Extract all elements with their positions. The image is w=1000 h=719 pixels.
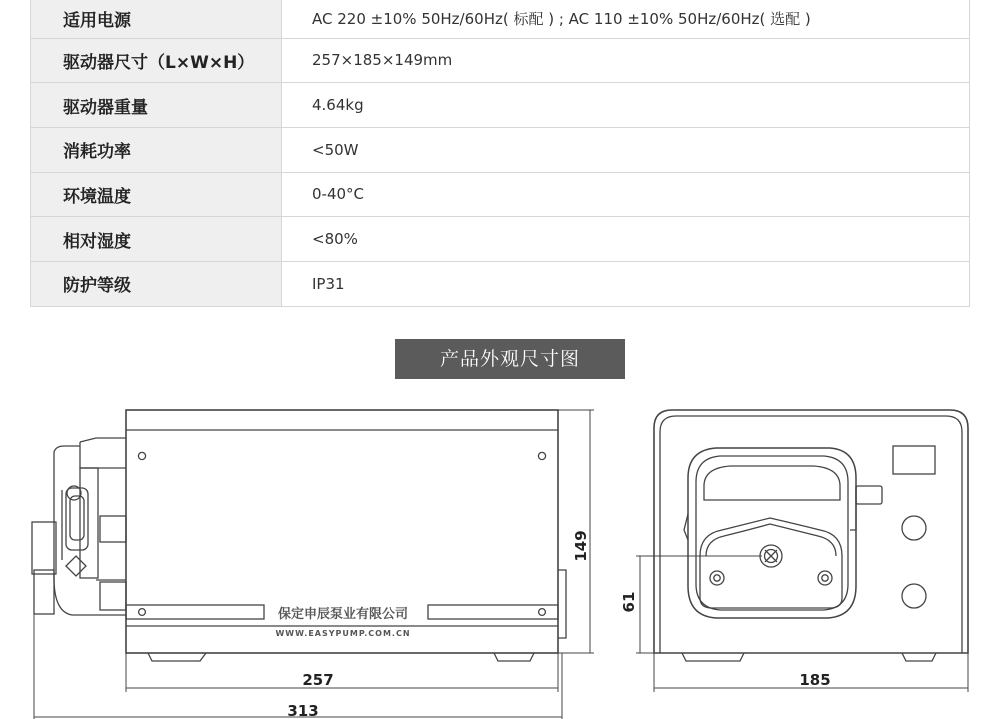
spec-value: <50W [282,127,970,172]
website-label: WWW.EASYPUMP.COM.CN [275,629,411,638]
spec-value: 0-40°C [282,172,970,217]
spec-label: 驱动器尺寸（L×W×H） [31,38,282,83]
spec-label: 环境温度 [31,172,282,217]
front-view [654,410,968,661]
spec-label: 适用电源 [31,0,282,38]
spec-value: IP31 [282,261,970,306]
spec-label: 防护等级 [31,261,282,306]
company-name-label: 保定申辰泵业有限公司 [277,607,409,622]
spec-value: AC 220 ±10% 50Hz/60Hz( 标配 ) ; AC 110 ±10% 50Hz/60Hz( 选配 ) [282,0,970,38]
spec-label: 相对湿度 [31,217,282,262]
side-view [32,410,566,661]
dim-side-length: 257 [302,671,334,689]
spec-value: 4.64kg [282,83,970,128]
spec-label: 驱动器重量 [31,83,282,128]
section-title-banner: 产品外观尺寸图 [395,339,625,379]
dim-shaft-height: 61 [620,591,638,613]
spec-label: 消耗功率 [31,127,282,172]
spec-value: <80% [282,217,970,262]
dim-height: 149 [572,530,590,562]
spec-value: 257×185×149mm [282,38,970,83]
dim-overall-length: 313 [287,702,319,719]
dim-front-width: 185 [799,671,831,689]
